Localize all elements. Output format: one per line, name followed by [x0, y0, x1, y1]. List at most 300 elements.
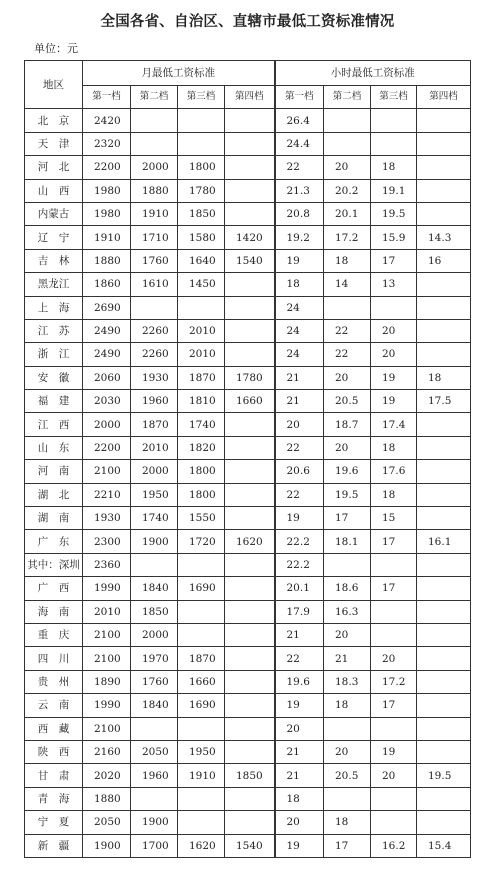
monthly-value-cell	[178, 132, 225, 155]
hourly-value-cell	[417, 179, 471, 202]
hourly-value-cell	[324, 717, 371, 740]
monthly-value-cell: 1690	[178, 694, 225, 717]
monthly-value-cell: 1620	[178, 834, 225, 857]
table-row	[25, 413, 471, 436]
hourly-value-cell: 20	[371, 343, 417, 366]
hourly-value-cell: 18.3	[324, 670, 371, 693]
monthly-value-cell: 1880	[131, 179, 178, 202]
region-cell: 青 海	[25, 787, 83, 810]
hourly-value-cell	[417, 273, 471, 296]
monthly-value-cell	[225, 179, 275, 202]
monthly-value-cell	[178, 811, 225, 834]
hourly-value-cell: 13	[371, 273, 417, 296]
region-cell: 黑龙江	[25, 273, 83, 296]
hourly-value-cell: 19.5	[371, 202, 417, 225]
monthly-value-cell	[225, 156, 275, 179]
monthly-value-cell: 1910	[83, 226, 131, 249]
monthly-value-cell: 1890	[83, 670, 131, 693]
monthly-value-cell: 1540	[225, 834, 275, 857]
table-row	[25, 764, 471, 787]
region-cell: 福 建	[25, 390, 83, 413]
region-cell: 江 西	[25, 413, 83, 436]
hourly-value-cell: 18.1	[324, 530, 371, 553]
hourly-value-cell: 20.5	[324, 390, 371, 413]
hourly-value-cell	[417, 600, 471, 623]
hourly-value-cell: 24	[275, 319, 324, 342]
region-cell: 河 北	[25, 156, 83, 179]
region-cell: 江 苏	[25, 319, 83, 342]
monthly-value-cell: 1760	[131, 670, 178, 693]
monthly-value-cell: 1820	[178, 436, 225, 459]
hourly-value-cell: 21	[275, 366, 324, 389]
monthly-value-cell: 1850	[225, 764, 275, 787]
monthly-value-cell: 2000	[131, 156, 178, 179]
monthly-value-cell: 1620	[225, 530, 275, 553]
hourly-value-cell	[417, 811, 471, 834]
monthly-value-cell: 1880	[83, 249, 131, 272]
monthly-value-cell: 2050	[131, 740, 178, 763]
monthly-value-cell	[225, 577, 275, 600]
hourly-value-cell: 20	[324, 366, 371, 389]
hourly-value-cell	[371, 132, 417, 155]
hourly-value-cell: 18	[275, 273, 324, 296]
hourly-value-cell	[417, 553, 471, 576]
monthly-value-cell	[225, 296, 275, 319]
hourly-value-cell: 19.6	[324, 460, 371, 483]
monthly-value-cell	[131, 717, 178, 740]
hourly-header: 小时最低工资标准	[275, 61, 471, 86]
monthly-value-cell: 1930	[131, 366, 178, 389]
hourly-value-cell	[417, 202, 471, 225]
monthly-value-cell: 1950	[178, 740, 225, 763]
monthly-value-cell: 1910	[178, 764, 225, 787]
monthly-value-cell: 1550	[178, 507, 225, 530]
hourly-value-cell: 20	[371, 647, 417, 670]
hourly-value-cell: 15.4	[417, 834, 471, 857]
monthly-value-cell: 1900	[131, 811, 178, 834]
monthly-value-cell: 1900	[83, 834, 131, 857]
monthly-value-cell: 1990	[83, 577, 131, 600]
monthly-value-cell: 2490	[83, 343, 131, 366]
hourly-value-cell: 21	[275, 390, 324, 413]
region-cell: 宁 夏	[25, 811, 83, 834]
region-cell: 湖 北	[25, 483, 83, 506]
hourly-value-cell	[417, 413, 471, 436]
hourly-value-cell	[417, 296, 471, 319]
monthly-value-cell: 1900	[131, 530, 178, 553]
hourly-value-cell: 22	[324, 343, 371, 366]
table-row	[25, 109, 471, 132]
monthly-value-cell	[225, 694, 275, 717]
table-row	[25, 132, 471, 155]
hourly-value-cell	[371, 811, 417, 834]
monthly-value-cell: 1810	[178, 390, 225, 413]
table-row	[25, 507, 471, 530]
monthly-value-cell	[225, 670, 275, 693]
table-row	[25, 834, 471, 857]
hourly-value-cell: 19	[371, 740, 417, 763]
hourly-value-cell	[417, 694, 471, 717]
table-row	[25, 226, 471, 249]
table-row	[25, 460, 471, 483]
table-row	[25, 717, 471, 740]
hourly-value-cell	[417, 460, 471, 483]
hourly-value-cell	[417, 109, 471, 132]
region-cell: 西 藏	[25, 717, 83, 740]
tier-header: 第一档	[275, 86, 324, 109]
hourly-value-cell	[417, 787, 471, 810]
tier-header: 第二档	[131, 86, 178, 109]
table-row	[25, 296, 471, 319]
region-cell: 云 南	[25, 694, 83, 717]
hourly-value-cell: 20	[275, 717, 324, 740]
hourly-value-cell	[324, 132, 371, 155]
region-cell: 内蒙古	[25, 202, 83, 225]
monthly-value-cell	[225, 483, 275, 506]
hourly-value-cell: 22.2	[275, 530, 324, 553]
monthly-value-cell: 2010	[83, 600, 131, 623]
hourly-value-cell: 20.6	[275, 460, 324, 483]
hourly-value-cell	[417, 156, 471, 179]
region-cell: 山 东	[25, 436, 83, 459]
hourly-value-cell: 24	[275, 296, 324, 319]
table-row	[25, 179, 471, 202]
monthly-value-cell	[131, 296, 178, 319]
hourly-value-cell: 17.4	[371, 413, 417, 436]
hourly-value-cell: 24.4	[275, 132, 324, 155]
monthly-value-cell	[225, 600, 275, 623]
tier-header: 第三档	[178, 86, 225, 109]
region-cell: 湖 南	[25, 507, 83, 530]
monthly-value-cell	[178, 787, 225, 810]
monthly-value-cell: 1860	[83, 273, 131, 296]
region-cell: 甘 肃	[25, 764, 83, 787]
monthly-value-cell	[225, 273, 275, 296]
monthly-header: 月最低工资标准	[83, 61, 275, 86]
hourly-value-cell: 20	[324, 156, 371, 179]
monthly-value-cell	[225, 109, 275, 132]
monthly-value-cell: 2000	[131, 623, 178, 646]
tier-header: 第四档	[225, 86, 275, 109]
table-row	[25, 577, 471, 600]
monthly-value-cell: 2420	[83, 109, 131, 132]
region-cell: 辽 宁	[25, 226, 83, 249]
hourly-value-cell	[417, 132, 471, 155]
table-row	[25, 694, 471, 717]
hourly-value-cell	[324, 296, 371, 319]
monthly-value-cell: 1960	[131, 390, 178, 413]
monthly-value-cell: 1720	[178, 530, 225, 553]
monthly-value-cell: 2100	[83, 623, 131, 646]
monthly-value-cell	[131, 109, 178, 132]
hourly-value-cell: 17	[371, 530, 417, 553]
monthly-value-cell	[178, 717, 225, 740]
table-row	[25, 436, 471, 459]
hourly-value-cell: 17	[324, 507, 371, 530]
monthly-value-cell: 1950	[131, 483, 178, 506]
hourly-value-cell: 20	[324, 623, 371, 646]
monthly-value-cell	[225, 740, 275, 763]
monthly-value-cell: 1580	[178, 226, 225, 249]
monthly-value-cell: 2210	[83, 483, 131, 506]
monthly-value-cell: 1910	[131, 202, 178, 225]
region-cell: 广 西	[25, 577, 83, 600]
hourly-value-cell: 15	[371, 507, 417, 530]
hourly-value-cell	[417, 647, 471, 670]
hourly-value-cell: 22	[324, 319, 371, 342]
region-cell: 其中：深圳	[25, 553, 83, 576]
monthly-value-cell	[178, 600, 225, 623]
monthly-value-cell: 1870	[131, 413, 178, 436]
table-row	[25, 343, 471, 366]
hourly-value-cell: 17	[324, 834, 371, 857]
monthly-value-cell: 2100	[83, 647, 131, 670]
monthly-value-cell	[225, 436, 275, 459]
monthly-value-cell: 1780	[225, 366, 275, 389]
hourly-value-cell: 22	[275, 647, 324, 670]
monthly-value-cell: 1840	[131, 694, 178, 717]
monthly-value-cell: 2200	[83, 156, 131, 179]
hourly-value-cell: 21	[275, 740, 324, 763]
tier-header: 第四档	[417, 86, 471, 109]
monthly-value-cell: 1990	[83, 694, 131, 717]
hourly-value-cell: 20.1	[324, 202, 371, 225]
monthly-value-cell	[225, 507, 275, 530]
region-cell: 天 津	[25, 132, 83, 155]
table-row	[25, 483, 471, 506]
hourly-value-cell	[324, 553, 371, 576]
hourly-value-cell: 16.3	[324, 600, 371, 623]
monthly-value-cell: 1970	[131, 647, 178, 670]
hourly-value-cell: 20.5	[324, 764, 371, 787]
monthly-value-cell: 1740	[131, 507, 178, 530]
hourly-value-cell: 17	[371, 577, 417, 600]
region-cell: 广 东	[25, 530, 83, 553]
region-cell: 新 疆	[25, 834, 83, 857]
hourly-value-cell	[417, 670, 471, 693]
hourly-value-cell: 18	[324, 249, 371, 272]
hourly-value-cell	[371, 296, 417, 319]
region-cell: 上 海	[25, 296, 83, 319]
hourly-value-cell: 20.2	[324, 179, 371, 202]
monthly-value-cell: 1700	[131, 834, 178, 857]
table-row	[25, 249, 471, 272]
hourly-value-cell: 21	[324, 647, 371, 670]
monthly-value-cell: 2010	[131, 436, 178, 459]
hourly-value-cell: 18	[417, 366, 471, 389]
monthly-value-cell: 2010	[178, 319, 225, 342]
monthly-value-cell: 1640	[178, 249, 225, 272]
table-row	[25, 202, 471, 225]
monthly-value-cell: 1850	[178, 202, 225, 225]
monthly-value-cell: 1800	[178, 483, 225, 506]
monthly-value-cell	[225, 811, 275, 834]
hourly-value-cell: 22	[275, 436, 324, 459]
monthly-value-cell: 1660	[225, 390, 275, 413]
table-row	[25, 530, 471, 553]
monthly-value-cell: 1450	[178, 273, 225, 296]
hourly-value-cell	[417, 623, 471, 646]
tier-header: 第二档	[324, 86, 371, 109]
hourly-value-cell	[417, 343, 471, 366]
hourly-value-cell: 21	[275, 764, 324, 787]
monthly-value-cell: 1930	[83, 507, 131, 530]
monthly-value-cell: 2010	[178, 343, 225, 366]
region-cell: 重 庆	[25, 623, 83, 646]
monthly-value-cell	[225, 553, 275, 576]
hourly-value-cell: 18	[275, 787, 324, 810]
table-row	[25, 319, 471, 342]
tier-header: 第一档	[83, 86, 131, 109]
hourly-value-cell: 18	[324, 811, 371, 834]
monthly-value-cell: 2320	[83, 132, 131, 155]
table-row	[25, 623, 471, 646]
monthly-value-cell: 2030	[83, 390, 131, 413]
monthly-value-cell: 1660	[178, 670, 225, 693]
monthly-value-cell	[131, 787, 178, 810]
monthly-value-cell: 1420	[225, 226, 275, 249]
monthly-value-cell	[225, 343, 275, 366]
monthly-value-cell	[178, 623, 225, 646]
table-row	[25, 553, 471, 576]
hourly-value-cell: 19	[275, 249, 324, 272]
monthly-value-cell: 1870	[178, 647, 225, 670]
hourly-value-cell	[324, 109, 371, 132]
hourly-value-cell: 17.9	[275, 600, 324, 623]
table-body	[25, 109, 471, 858]
monthly-value-cell	[225, 623, 275, 646]
hourly-value-cell: 18.6	[324, 577, 371, 600]
hourly-value-cell: 20	[371, 319, 417, 342]
region-cell: 安 徽	[25, 366, 83, 389]
table-row	[25, 787, 471, 810]
table-row	[25, 156, 471, 179]
monthly-value-cell	[178, 109, 225, 132]
monthly-value-cell: 1980	[83, 179, 131, 202]
hourly-value-cell: 17.5	[417, 390, 471, 413]
table-row	[25, 600, 471, 623]
hourly-value-cell: 17	[371, 249, 417, 272]
hourly-value-cell	[417, 319, 471, 342]
hourly-value-cell	[371, 623, 417, 646]
monthly-value-cell	[225, 132, 275, 155]
hourly-value-cell: 17.2	[324, 226, 371, 249]
hourly-value-cell: 22.2	[275, 553, 324, 576]
monthly-value-cell	[225, 787, 275, 810]
hourly-value-cell: 18	[371, 483, 417, 506]
monthly-value-cell: 2060	[83, 366, 131, 389]
monthly-value-cell	[225, 460, 275, 483]
hourly-value-cell	[417, 740, 471, 763]
monthly-value-cell: 2050	[83, 811, 131, 834]
hourly-value-cell	[371, 109, 417, 132]
monthly-value-cell: 2000	[83, 413, 131, 436]
hourly-value-cell	[371, 787, 417, 810]
hourly-value-cell	[417, 717, 471, 740]
hourly-value-cell: 16.1	[417, 530, 471, 553]
hourly-value-cell: 19	[371, 390, 417, 413]
hourly-value-cell: 20	[275, 811, 324, 834]
monthly-value-cell	[225, 319, 275, 342]
region-cell: 海 南	[25, 600, 83, 623]
wage-table	[24, 60, 471, 858]
region-cell: 吉 林	[25, 249, 83, 272]
region-cell: 浙 江	[25, 343, 83, 366]
hourly-value-cell: 18	[324, 694, 371, 717]
hourly-value-cell: 16.2	[371, 834, 417, 857]
monthly-value-cell	[178, 553, 225, 576]
monthly-value-cell	[225, 202, 275, 225]
table-row	[25, 273, 471, 296]
hourly-value-cell: 21.3	[275, 179, 324, 202]
hourly-value-cell	[371, 553, 417, 576]
hourly-value-cell: 18.7	[324, 413, 371, 436]
hourly-value-cell: 20.8	[275, 202, 324, 225]
monthly-value-cell: 2160	[83, 740, 131, 763]
monthly-value-cell: 2100	[83, 460, 131, 483]
monthly-value-cell: 1710	[131, 226, 178, 249]
monthly-value-cell	[131, 553, 178, 576]
table-row	[25, 366, 471, 389]
monthly-value-cell: 2690	[83, 296, 131, 319]
page-title: 全国各省、自治区、直辖市最低工资标准情况	[100, 14, 395, 30]
region-cell: 河 南	[25, 460, 83, 483]
monthly-value-cell: 2360	[83, 553, 131, 576]
hourly-value-cell: 19	[275, 834, 324, 857]
hourly-value-cell: 16	[417, 249, 471, 272]
hourly-value-cell	[417, 507, 471, 530]
monthly-value-cell: 2020	[83, 764, 131, 787]
monthly-value-cell: 1880	[83, 787, 131, 810]
hourly-value-cell: 19.5	[417, 764, 471, 787]
monthly-value-cell: 1540	[225, 249, 275, 272]
hourly-value-cell: 14	[324, 273, 371, 296]
monthly-value-cell: 1870	[178, 366, 225, 389]
hourly-value-cell	[417, 436, 471, 459]
hourly-value-cell: 21	[275, 623, 324, 646]
monthly-value-cell: 1800	[178, 460, 225, 483]
hourly-value-cell: 20	[371, 764, 417, 787]
monthly-value-cell: 1980	[83, 202, 131, 225]
hourly-value-cell: 18	[371, 436, 417, 459]
monthly-value-cell	[225, 717, 275, 740]
tier-header: 第三档	[371, 86, 417, 109]
monthly-value-cell: 1780	[178, 179, 225, 202]
monthly-value-cell: 2300	[83, 530, 131, 553]
table-row	[25, 670, 471, 693]
hourly-value-cell	[371, 717, 417, 740]
monthly-value-cell: 2260	[131, 319, 178, 342]
hourly-value-cell: 26.4	[275, 109, 324, 132]
table-row	[25, 390, 471, 413]
monthly-value-cell: 2490	[83, 319, 131, 342]
unit-label: 单位：元	[34, 42, 78, 55]
region-header: 地区	[25, 61, 83, 109]
monthly-value-cell: 1850	[131, 600, 178, 623]
hourly-value-cell: 19	[275, 507, 324, 530]
hourly-value-cell: 17	[371, 694, 417, 717]
hourly-value-cell: 19.1	[371, 179, 417, 202]
monthly-value-cell	[225, 647, 275, 670]
hourly-value-cell: 24	[275, 343, 324, 366]
monthly-value-cell: 2260	[131, 343, 178, 366]
monthly-value-cell: 1740	[178, 413, 225, 436]
hourly-value-cell: 20.1	[275, 577, 324, 600]
monthly-value-cell	[178, 296, 225, 319]
region-cell: 四 川	[25, 647, 83, 670]
hourly-value-cell: 17.2	[371, 670, 417, 693]
region-cell: 山 西	[25, 179, 83, 202]
